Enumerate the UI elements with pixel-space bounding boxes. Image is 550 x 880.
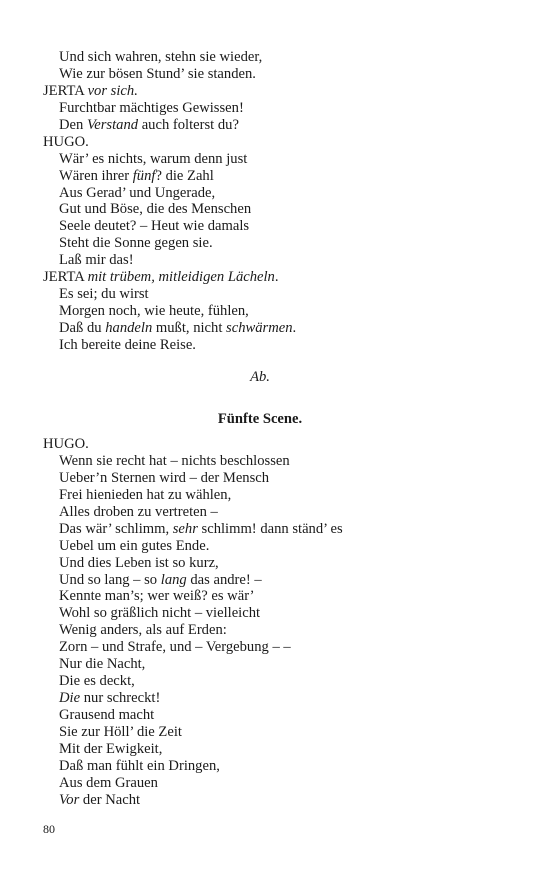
verse-line xyxy=(43,758,513,775)
verse-line xyxy=(43,303,513,320)
verse-line xyxy=(43,201,513,218)
text-span: Und so lang – so xyxy=(59,571,161,588)
italic-text: fünf xyxy=(132,167,156,184)
text-span: Gut und Böse, die des Menschen xyxy=(59,201,252,218)
verse-line xyxy=(43,673,513,690)
text-span: Grausend macht xyxy=(59,707,155,723)
verse-line xyxy=(43,470,513,487)
text-span: HUGO. xyxy=(43,436,89,452)
verse-line xyxy=(43,168,513,185)
text-span: Den xyxy=(59,116,87,133)
dialogue-block-2 xyxy=(43,436,513,809)
text-span: Das wär’ schlimm, xyxy=(59,520,173,537)
verse-line xyxy=(43,218,513,235)
verse-line xyxy=(43,100,513,117)
text-span: . xyxy=(292,320,297,336)
verse-line xyxy=(43,487,513,504)
text-span: Uebel um ein gutes Ende. xyxy=(59,537,210,554)
verse-line xyxy=(43,555,513,572)
text-span: Es sei; du wirst xyxy=(59,286,149,303)
verse-line xyxy=(43,453,513,470)
text-span: auch folterst du? xyxy=(138,116,239,133)
italic-text: sehr xyxy=(172,520,198,537)
text-span: JERTA xyxy=(43,82,88,99)
verse-line xyxy=(43,521,513,538)
text-span: Aus Gerad’ und Ungerade, xyxy=(59,184,216,201)
scene-heading: Fünfte Scene. xyxy=(217,411,303,427)
italic-text: Die xyxy=(59,690,81,707)
italic-text: Verstand xyxy=(86,116,139,133)
text-span: Und sich wahren, stehn sie wieder, xyxy=(59,49,263,65)
text-span: Daß du xyxy=(59,320,106,336)
text-span: Kennte man’s; wer weiß? es wär’ xyxy=(59,588,255,605)
stage-direction-exit xyxy=(0,369,520,386)
text-span: Die es deckt, xyxy=(59,673,135,690)
verse-line xyxy=(43,337,513,354)
verse-line xyxy=(43,66,513,83)
verse-line xyxy=(43,639,513,656)
text-span: schlimm! dann ständ’ es xyxy=(197,520,343,537)
text-span: Und dies Leben ist so kurz, xyxy=(59,554,219,571)
italic-text: mit trübem, mitleidigen Lächeln xyxy=(87,269,275,286)
text-span: Sie zur Höll’ die Zeit xyxy=(59,723,182,740)
verse-line xyxy=(43,117,513,134)
verse-line xyxy=(43,185,513,202)
verse-line xyxy=(43,252,513,269)
text-span: Ueber’n Sternen wird – der Mensch xyxy=(59,469,270,486)
text-span: Wenig anders, als auf Erden: xyxy=(59,622,227,639)
text-span: Seele deutet? – Heut wie damals xyxy=(59,218,250,235)
exit-text: Ab. xyxy=(250,369,270,385)
verse-line xyxy=(43,286,513,303)
verse-line xyxy=(43,49,513,66)
italic-text: lang xyxy=(160,571,187,588)
text-span: das andre! – xyxy=(186,571,262,588)
text-span: Wie zur bösen Stund’ sie standen. xyxy=(59,65,256,82)
verse-line xyxy=(43,605,513,622)
text-span: . xyxy=(274,269,279,286)
dialogue-block-1 xyxy=(43,49,513,354)
text-span: Frei hienieden hat zu wählen, xyxy=(59,486,232,503)
verse-line xyxy=(43,235,513,252)
text-span: Alles droben zu vertreten – xyxy=(59,503,218,520)
text-span: Mit der Ewigkeit, xyxy=(59,740,163,757)
text-span: JERTA xyxy=(43,269,88,286)
speaker-line xyxy=(43,134,513,151)
verse-line xyxy=(43,572,513,589)
verse-line xyxy=(43,792,513,809)
text-span: Steht die Sonne gegen sie. xyxy=(59,235,213,252)
text-span: mußt, nicht xyxy=(152,320,227,336)
speaker-line xyxy=(43,83,513,100)
page-number: 80 xyxy=(43,822,55,836)
text-span: HUGO. xyxy=(43,133,89,150)
verse-line xyxy=(43,656,513,673)
speaker-line xyxy=(43,269,513,286)
verse-line xyxy=(43,320,513,337)
text-span: Laß mir das! xyxy=(59,252,134,269)
text-span: Daß man fühlt ein Dringen, xyxy=(59,757,220,774)
text-span: Zorn – und Strafe, und – Vergebung – – xyxy=(59,639,291,656)
text-span: Ich bereite deine Reise. xyxy=(59,336,196,353)
text-span: Wären ihrer xyxy=(59,167,133,184)
text-span: der Nacht xyxy=(79,791,141,808)
verse-line xyxy=(43,741,513,758)
verse-line xyxy=(43,151,513,168)
verse-line xyxy=(43,690,513,707)
text-span: Wohl so gräßlich nicht – vielleicht xyxy=(59,605,261,622)
italic-text: vor sich. xyxy=(87,82,138,99)
verse-line xyxy=(43,707,513,724)
verse-line xyxy=(43,538,513,555)
verse-line xyxy=(43,622,513,639)
text-span: Furchtbar mächtiges Gewissen! xyxy=(59,99,244,116)
text-span: Aus dem Grauen xyxy=(59,774,158,791)
verse-line xyxy=(43,504,513,521)
text-span: Nur die Nacht, xyxy=(59,656,146,673)
speaker-line xyxy=(43,436,513,453)
italic-text: handeln xyxy=(105,320,153,336)
italic-text: Vor xyxy=(59,791,80,808)
verse-line xyxy=(43,588,513,605)
verse-line xyxy=(43,724,513,741)
text-span: Wenn sie recht hat – nichts beschlossen xyxy=(59,452,290,469)
text-span: ? die Zahl xyxy=(155,167,214,184)
verse-line xyxy=(43,775,513,792)
text-span: nur schreckt! xyxy=(80,690,161,707)
text-span: Morgen noch, wie heute, fühlen, xyxy=(59,303,249,320)
italic-text: schwärmen xyxy=(226,320,293,336)
text-span: Wär’ es nichts, warum denn just xyxy=(59,150,248,167)
